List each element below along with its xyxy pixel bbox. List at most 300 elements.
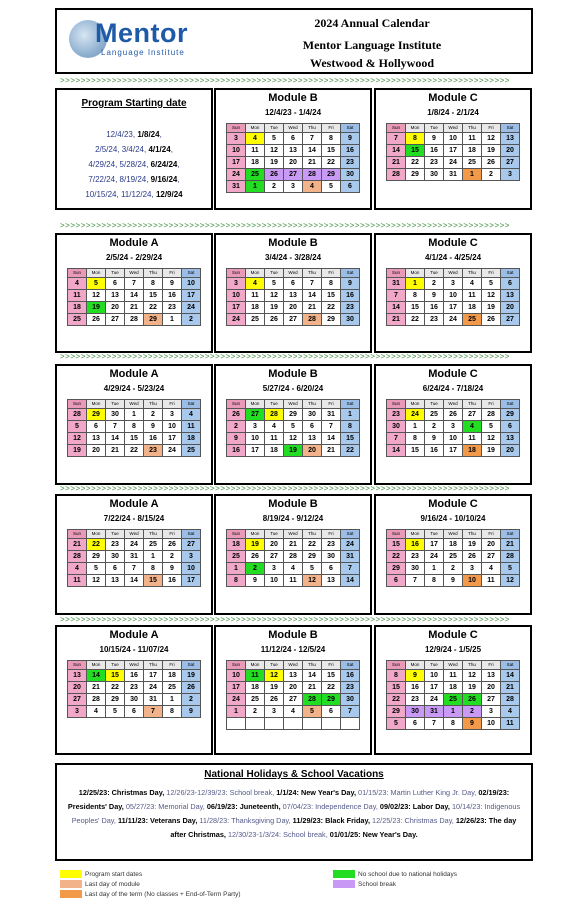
weekday-label: Mon	[246, 124, 265, 133]
calendar-day-cell: 26	[182, 682, 201, 694]
calendar-day-cell: 27	[284, 314, 303, 326]
calendar-day-cell: 10	[182, 278, 201, 290]
calendar-week-row	[387, 409, 520, 421]
weekday-label: Thu	[463, 269, 482, 278]
calendar-day-cell: 20	[482, 539, 501, 551]
calendar-day-cell: 6	[322, 706, 341, 718]
calendar-day-cell: 13	[284, 290, 303, 302]
calendar-day-cell: 1	[463, 169, 482, 181]
calendar-week-row	[387, 421, 520, 433]
calendar-day-cell: 14	[106, 433, 125, 445]
calendar-day-cell: 4	[303, 181, 322, 193]
calendar-day-cell: 14	[387, 445, 406, 457]
section-divider: >>>>>>>>>>>>>>>>>>>>>>>>>>>>>>>>>>>>>>>>>>>>>>>>>>>>>>>>>>>>>>>>>>>>>>>>>>>>>>>>>>>>>>>	[60, 354, 510, 360]
calendar-day-cell: 25	[463, 157, 482, 169]
calendar-day-cell: 9	[182, 706, 201, 718]
calendar-week-row	[227, 433, 360, 445]
module-title: Module B	[268, 368, 318, 380]
module-calendar	[226, 268, 360, 326]
calendar-day-cell: 27	[106, 314, 125, 326]
weekday-label: Thu	[303, 124, 322, 133]
calendar-day-cell: 7	[303, 133, 322, 145]
weekday-label: Wed	[284, 661, 303, 670]
weekday-label: Thu	[303, 661, 322, 670]
calendar-day-cell: 11	[501, 718, 520, 730]
logo-subtitle: Language Institute	[101, 48, 185, 57]
calendar-day-cell: 7	[387, 290, 406, 302]
calendar-week-row	[227, 575, 360, 587]
start-date-text: 4/1/24	[148, 145, 171, 154]
start-date-text: 1/8/24	[137, 130, 160, 139]
holiday-entry: 01/15/23: Martin Luther King Jr. Day,	[358, 788, 479, 797]
calendar-week-row	[68, 290, 201, 302]
calendar-day-cell: 19	[265, 682, 284, 694]
calendar-day-cell: 31	[125, 551, 144, 563]
calendar-day-cell: 25	[246, 169, 265, 181]
calendar-day-cell: 28	[303, 169, 322, 181]
weekday-label: Tue	[425, 124, 444, 133]
calendar-day-cell: 22	[125, 445, 144, 457]
calendar-day-cell: 24	[425, 694, 444, 706]
calendar-day-cell: 22	[322, 682, 341, 694]
calendar-day-cell: 4	[246, 133, 265, 145]
legend-label: Last day of module	[85, 881, 140, 888]
calendar-week-row	[227, 314, 360, 326]
calendar-day-cell: 5	[87, 563, 106, 575]
calendar-week-row	[387, 706, 520, 718]
calendar-day-cell: 7	[125, 563, 144, 575]
calendar-day-cell: 15	[322, 145, 341, 157]
calendar-day-cell: 10	[227, 290, 246, 302]
calendar-week-row	[68, 445, 201, 457]
weekday-label: Tue	[425, 400, 444, 409]
calendar-day-cell: 8	[144, 563, 163, 575]
calendar-day-cell: 7	[303, 278, 322, 290]
calendar-day-cell: 21	[303, 682, 322, 694]
calendar-week-row	[68, 409, 201, 421]
calendar-day-cell: 4	[501, 706, 520, 718]
section-divider: >>>>>>>>>>>>>>>>>>>>>>>>>>>>>>>>>>>>>>>>>>>>>>>>>>>>>>>>>>>>>>>>>>>>>>>>>>>>>>>>>>>>>>>	[60, 617, 510, 623]
calendar-day-cell	[246, 718, 265, 730]
legend-swatch	[60, 870, 82, 878]
calendar-day-cell: 18	[246, 302, 265, 314]
calendar-day-cell: 17	[425, 539, 444, 551]
start-date-text: ,	[177, 160, 180, 169]
calendar-day-cell: 16	[227, 445, 246, 457]
weekday-label: Fri	[163, 400, 182, 409]
calendar-day-cell: 18	[182, 433, 201, 445]
weekday-label: Sun	[68, 661, 87, 670]
calendar-day-cell: 30	[406, 563, 425, 575]
module-date-range: 4/1/24 - 4/25/24	[424, 253, 482, 262]
calendar-day-cell: 5	[303, 706, 322, 718]
weekday-label: Sun	[68, 400, 87, 409]
weekday-label: Tue	[425, 269, 444, 278]
calendar-day-cell: 26	[444, 409, 463, 421]
calendar-day-cell: 10	[425, 670, 444, 682]
calendar-day-cell: 9	[463, 718, 482, 730]
weekday-label: Mon	[246, 661, 265, 670]
weekday-label: Fri	[163, 661, 182, 670]
calendar-day-cell: 16	[341, 290, 360, 302]
weekday-label: Wed	[125, 530, 144, 539]
calendar-day-cell: 30	[106, 409, 125, 421]
weekday-label: Wed	[444, 269, 463, 278]
calendar-day-cell: 24	[182, 302, 201, 314]
module-panel	[214, 625, 372, 755]
calendar-day-cell: 1	[406, 278, 425, 290]
start-date-text: 10/15/24, 11/12/24,	[85, 190, 156, 199]
calendar-day-cell: 31	[322, 409, 341, 421]
legend-item	[60, 890, 241, 900]
calendar-day-cell: 22	[303, 539, 322, 551]
weekday-label: Fri	[322, 661, 341, 670]
calendar-day-cell: 14	[341, 575, 360, 587]
weekday-label: Mon	[246, 269, 265, 278]
calendar-week-row	[68, 278, 201, 290]
calendar-day-cell: 3	[163, 409, 182, 421]
calendar-day-cell: 2	[265, 181, 284, 193]
holiday-entry: 12/26/23-12/39/23: School break,	[166, 788, 277, 797]
calendar-day-cell: 6	[87, 421, 106, 433]
module-calendar	[226, 123, 360, 193]
weekday-header-row	[68, 530, 201, 539]
weekday-label: Wed	[125, 661, 144, 670]
calendar-day-cell: 13	[284, 145, 303, 157]
calendar-week-row	[227, 670, 360, 682]
module-panel	[214, 88, 372, 210]
calendar-day-cell: 21	[303, 157, 322, 169]
calendar-day-cell: 18	[163, 670, 182, 682]
calendar-day-cell: 31	[227, 181, 246, 193]
start-date-text: ,	[159, 130, 162, 139]
weekday-label: Sun	[387, 400, 406, 409]
weekday-label: Tue	[265, 661, 284, 670]
calendar-day-cell: 22	[341, 445, 360, 457]
calendar-day-cell: 8	[322, 278, 341, 290]
weekday-label: Sat	[182, 400, 201, 409]
calendar-day-cell: 20	[87, 445, 106, 457]
weekday-label: Sat	[341, 269, 360, 278]
module-panel	[374, 625, 532, 755]
calendar-day-cell: 8	[425, 575, 444, 587]
calendar-day-cell	[265, 718, 284, 730]
module-calendar	[67, 268, 201, 326]
legend-label: School break	[358, 881, 396, 888]
calendar-day-cell: 1	[246, 181, 265, 193]
calendar-day-cell: 19	[482, 145, 501, 157]
calendar-day-cell: 18	[246, 682, 265, 694]
weekday-label: Mon	[246, 400, 265, 409]
calendar-day-cell: 31	[425, 706, 444, 718]
calendar-week-row	[387, 694, 520, 706]
calendar-day-cell: 25	[182, 445, 201, 457]
calendar-day-cell: 25	[246, 314, 265, 326]
module-calendar	[226, 399, 360, 457]
calendar-day-cell: 9	[246, 575, 265, 587]
calendar-day-cell: 3	[501, 169, 520, 181]
calendar-day-cell: 6	[284, 133, 303, 145]
calendar-day-cell: 28	[387, 169, 406, 181]
module-title: Module B	[268, 237, 318, 249]
calendar-day-cell: 23	[144, 445, 163, 457]
calendar-day-cell: 18	[246, 157, 265, 169]
module-title: Module A	[109, 237, 159, 249]
calendar-day-cell: 4	[284, 563, 303, 575]
calendar-day-cell: 23	[106, 539, 125, 551]
calendar-day-cell: 9	[163, 563, 182, 575]
start-dates-line	[57, 142, 211, 157]
module-panel	[374, 364, 532, 485]
calendar-day-cell: 4	[246, 278, 265, 290]
weekday-label: Fri	[322, 124, 341, 133]
calendar-day-cell: 25	[68, 314, 87, 326]
calendar-day-cell: 17	[246, 445, 265, 457]
calendar-day-cell: 4	[482, 563, 501, 575]
calendar-day-cell: 1	[341, 409, 360, 421]
start-date-text: 7/22/24, 8/19/24,	[88, 175, 151, 184]
legend-item	[333, 870, 457, 880]
calendar-day-cell: 13	[501, 133, 520, 145]
calendar-day-cell: 11	[246, 290, 265, 302]
calendar-day-cell: 22	[387, 694, 406, 706]
calendar-day-cell: 14	[125, 290, 144, 302]
weekday-label: Wed	[284, 269, 303, 278]
module-date-range: 6/24/24 - 7/18/24	[422, 384, 484, 393]
calendar-day-cell: 14	[303, 145, 322, 157]
calendar-day-cell: 1	[125, 409, 144, 421]
module-title: Module B	[268, 498, 318, 510]
calendar-day-cell: 2	[246, 706, 265, 718]
calendar-day-cell: 24	[227, 169, 246, 181]
calendar-day-cell: 25	[425, 409, 444, 421]
calendar-day-cell: 23	[387, 409, 406, 421]
module-panel	[374, 233, 532, 353]
holiday-entry: 05/27/23: Memorial Day,	[125, 802, 207, 811]
calendar-day-cell: 4	[463, 421, 482, 433]
module-title: Module A	[109, 368, 159, 380]
module-date-range: 2/5/24 - 2/29/24	[105, 253, 163, 262]
calendar-day-cell: 13	[284, 670, 303, 682]
calendar-day-cell: 24	[444, 314, 463, 326]
calendar-day-cell: 11	[182, 421, 201, 433]
calendar-day-cell: 21	[303, 302, 322, 314]
calendar-day-cell: 6	[406, 718, 425, 730]
calendar-day-cell: 12	[87, 290, 106, 302]
calendar-week-row	[68, 314, 201, 326]
weekday-header-row	[387, 269, 520, 278]
calendar-day-cell: 14	[303, 670, 322, 682]
calendar-day-cell: 23	[125, 682, 144, 694]
calendar-day-cell: 27	[182, 539, 201, 551]
calendar-day-cell: 11	[463, 133, 482, 145]
weekday-label: Fri	[482, 124, 501, 133]
start-dates-line	[57, 127, 211, 142]
calendar-day-cell: 5	[87, 278, 106, 290]
section-divider: >>>>>>>>>>>>>>>>>>>>>>>>>>>>>>>>>>>>>>>>>>>>>>>>>>>>>>>>>>>>>>>>>>>>>>>>>>>>>>>>>>>>>>>	[60, 486, 510, 492]
calendar-day-cell: 26	[265, 694, 284, 706]
calendar-week-row	[68, 433, 201, 445]
calendar-day-cell: 12	[482, 433, 501, 445]
calendar-day-cell: 9	[163, 278, 182, 290]
calendar-day-cell: 6	[106, 278, 125, 290]
weekday-header-row	[68, 400, 201, 409]
calendar-day-cell: 19	[463, 539, 482, 551]
calendar-day-cell: 26	[265, 314, 284, 326]
calendar-day-cell: 18	[463, 302, 482, 314]
weekday-label: Sun	[227, 124, 246, 133]
calendar-day-cell: 2	[182, 694, 201, 706]
calendar-day-cell: 6	[387, 575, 406, 587]
calendar-day-cell: 28	[303, 694, 322, 706]
calendar-day-cell: 18	[265, 445, 284, 457]
calendar-day-cell: 24	[227, 314, 246, 326]
calendar-day-cell: 13	[501, 433, 520, 445]
calendar-week-row	[227, 421, 360, 433]
calendar-day-cell: 28	[125, 314, 144, 326]
calendar-day-cell: 18	[463, 445, 482, 457]
weekday-label: Fri	[482, 530, 501, 539]
calendar-day-cell: 10	[265, 575, 284, 587]
calendar-day-cell: 19	[482, 302, 501, 314]
weekday-label: Sat	[501, 400, 520, 409]
calendar-day-cell: 14	[322, 433, 341, 445]
calendar-week-row	[68, 563, 201, 575]
weekday-header-row	[387, 661, 520, 670]
holiday-entry: 11/28/23: Thanksgiving Day,	[199, 816, 293, 825]
calendar-day-cell: 25	[444, 551, 463, 563]
module-date-range: 7/22/24 - 8/15/24	[103, 514, 165, 523]
calendar-day-cell: 4	[68, 563, 87, 575]
weekday-label: Fri	[482, 400, 501, 409]
calendar-day-cell: 21	[68, 539, 87, 551]
calendar-day-cell: 18	[444, 539, 463, 551]
weekday-header-row	[68, 661, 201, 670]
calendar-day-cell: 12	[284, 433, 303, 445]
calendar-day-cell: 5	[322, 181, 341, 193]
calendar-day-cell: 16	[125, 670, 144, 682]
calendar-day-cell: 12	[463, 670, 482, 682]
weekday-label: Sat	[341, 661, 360, 670]
calendar-day-cell: 28	[68, 409, 87, 421]
calendar-day-cell: 27	[501, 157, 520, 169]
calendar-day-cell: 21	[284, 539, 303, 551]
legend-label: No school due to national holidays	[358, 871, 458, 878]
weekday-label: Mon	[406, 530, 425, 539]
calendar-day-cell: 7	[125, 278, 144, 290]
calendar-day-cell: 14	[501, 670, 520, 682]
calendar-day-cell: 6	[284, 278, 303, 290]
calendar-day-cell: 12	[87, 575, 106, 587]
weekday-label: Thu	[303, 400, 322, 409]
module-title: Module C	[428, 237, 478, 249]
calendar-day-cell: 16	[425, 445, 444, 457]
calendar-day-cell: 20	[284, 157, 303, 169]
calendar-day-cell: 11	[68, 575, 87, 587]
calendar-week-row	[68, 302, 201, 314]
weekday-label: Mon	[246, 530, 265, 539]
calendar-day-cell: 3	[182, 551, 201, 563]
calendar-day-cell: 28	[482, 409, 501, 421]
calendar-day-cell: 1	[425, 563, 444, 575]
calendar-day-cell: 10	[444, 290, 463, 302]
weekday-label: Tue	[265, 400, 284, 409]
calendar-day-cell: 2	[144, 409, 163, 421]
weekday-label: Fri	[482, 661, 501, 670]
calendar-day-cell: 3	[227, 133, 246, 145]
logo-name: Mentor	[95, 18, 188, 48]
weekday-label: Mon	[406, 661, 425, 670]
weekday-label: Fri	[482, 269, 501, 278]
calendar-day-cell: 21	[501, 682, 520, 694]
calendar-week-row	[387, 718, 520, 730]
start-dates-list	[57, 127, 211, 202]
holiday-entry: 11/29/23: Black Friday,	[292, 816, 373, 825]
weekday-label: Mon	[87, 269, 106, 278]
weekday-label: Wed	[444, 400, 463, 409]
calendar-day-cell: 1	[163, 314, 182, 326]
start-panel-title: Program Starting date	[81, 98, 187, 109]
calendar-day-cell: 11	[265, 433, 284, 445]
calendar-day-cell: 26	[246, 551, 265, 563]
weekday-label: Sat	[501, 269, 520, 278]
calendar-day-cell: 12	[482, 133, 501, 145]
weekday-label: Mon	[87, 530, 106, 539]
calendar-day-cell: 11	[246, 670, 265, 682]
calendar-week-row	[387, 157, 520, 169]
weekday-label: Tue	[106, 269, 125, 278]
calendar-day-cell: 30	[406, 706, 425, 718]
calendar-day-cell: 3	[463, 563, 482, 575]
legend-left	[60, 870, 241, 900]
calendar-day-cell: 9	[144, 421, 163, 433]
calendar-day-cell: 18	[227, 539, 246, 551]
calendar-week-row	[227, 706, 360, 718]
calendar-day-cell: 11	[482, 575, 501, 587]
calendar-day-cell: 20	[482, 682, 501, 694]
calendar-day-cell: 10	[163, 421, 182, 433]
calendar-day-cell: 8	[341, 421, 360, 433]
calendar-week-row	[227, 694, 360, 706]
calendar-day-cell: 2	[425, 421, 444, 433]
calendar-day-cell: 20	[68, 682, 87, 694]
calendar-day-cell: 15	[341, 433, 360, 445]
weekday-label: Wed	[444, 530, 463, 539]
calendar-day-cell: 9	[425, 290, 444, 302]
calendar-day-cell: 14	[125, 575, 144, 587]
weekday-label: Fri	[322, 400, 341, 409]
calendar-day-cell: 4	[463, 278, 482, 290]
weekday-label: Mon	[87, 400, 106, 409]
holidays-panel	[55, 763, 533, 861]
weekday-label: Sun	[68, 269, 87, 278]
calendar-day-cell: 29	[303, 551, 322, 563]
calendar-day-cell: 17	[444, 302, 463, 314]
calendar-day-cell: 22	[87, 539, 106, 551]
calendar-week-row	[68, 670, 201, 682]
module-title: Module B	[268, 629, 318, 641]
calendar-day-cell: 10	[182, 563, 201, 575]
start-dates-line	[57, 172, 211, 187]
calendar-day-cell: 15	[387, 682, 406, 694]
calendar-day-cell: 23	[425, 314, 444, 326]
weekday-label: Tue	[106, 661, 125, 670]
calendar-day-cell	[341, 718, 360, 730]
module-calendar	[226, 529, 360, 587]
module-date-range: 4/29/24 - 5/23/24	[103, 384, 165, 393]
calendar-day-cell: 5	[265, 278, 284, 290]
calendar-day-cell: 21	[322, 445, 341, 457]
